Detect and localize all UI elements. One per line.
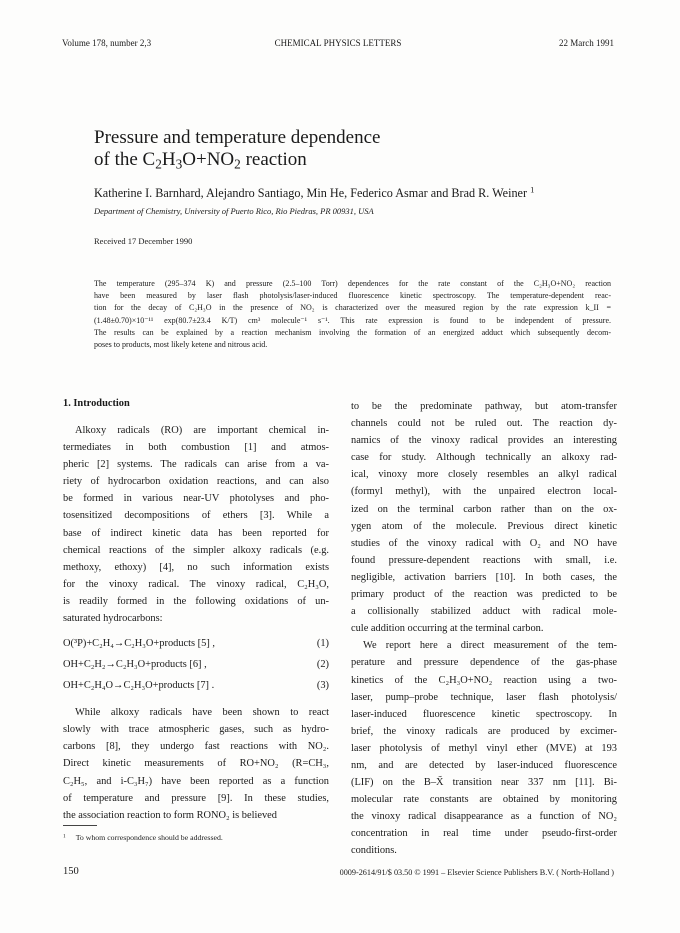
equation-number: (1) (316, 638, 329, 650)
body-line: Alkoxy radicals (RO) are important chemical in- (75, 425, 329, 436)
body-line: cule addition occurring at the terminal carbon. (351, 623, 544, 635)
volume-info: Volume 178, number 2,3 (62, 38, 152, 48)
body-line: kinetics of the C₂H₃O+NO₂ reaction using a two- (351, 674, 617, 686)
body-line: base of indirect kinetic data has been reported for (63, 527, 329, 539)
abstract-line: (1.48±0.70)×10⁻¹¹ exp(80.7±23.4 K/T) cm³ molecule⁻¹ s⁻¹. This rate expression is found to be independent of pressure. (94, 315, 611, 325)
body-line: riety of hydrocarbon oxidation reactions, and can also (63, 476, 329, 488)
equation-text: O(³P)+C₂H₄→C₂H₃O+products [5] , (63, 638, 215, 650)
body-line: carbons [8], they undergo fast reactions with NO₂. (63, 741, 329, 753)
abstract (94, 278, 611, 351)
body-line: ygen atom of the molecule. Previous direct kinetic (351, 520, 617, 532)
equation-number: (3) (316, 680, 329, 692)
running-header (62, 38, 614, 52)
abstract-line: The results can be explained by a reaction mechanism involving the formation of an energized adduct which subsequently decom- (94, 327, 611, 337)
body-line: concentration in real time under pseudo-first-order (351, 828, 617, 840)
equation-text: OH+C₂H₂→C₂H₃O+products [6] , (63, 659, 207, 671)
body-line: While alkoxy radicals have been shown to react (75, 707, 329, 719)
body-line: C₂H₅, and i-C₃H₇) have been reported as a function (63, 775, 329, 787)
abstract-line: poses to products, most likely ketene and nitrous acid. (94, 340, 268, 350)
body-line: nm, and are detected by laser-induced fluorescence (351, 759, 617, 771)
body-line: pheric [2] systems. The radicals can arise from a va- (63, 459, 329, 471)
body-line: brief, the vinoxy radicals are produced by excimer- (351, 725, 617, 737)
body-line: studies of the vinoxy radical with O₂ and NO have (351, 537, 617, 549)
abstract-line: tion for the decay of C₂H₃O in the presence of NO₂ is characterized over the measured region by the rate expression k_II = (94, 303, 611, 313)
affiliation: Department of Chemistry, University of Puerto Rico, Rio Piedras, PR 00931, USA (94, 206, 374, 216)
body-line: chemical reactions of the simpler alkoxy radicals (e.g. (63, 544, 329, 556)
body-line: laser-induced fluorescence kinetic spectroscopy. In (351, 708, 617, 720)
article-title (94, 127, 574, 171)
body-line: laser, pump–probe technique, laser flash photolysis/ (351, 691, 617, 703)
body-line: ized on the terminal carbon rather than on the ox- (351, 503, 617, 515)
body-line: primary product of the reaction was predicted to be (351, 589, 617, 601)
body-line: to be the predominate pathway, but atom-transfer (351, 401, 617, 412)
author-names: Katherine I. Barnhard, Alejandro Santiago, Min He, Federico Asmar and Brad R. Weiner (94, 186, 528, 200)
body-line: the association reaction to form RONO₂ is believed (63, 809, 277, 821)
equation-1 (63, 633, 329, 654)
body-line: of temperature and pressure [9]. In these studies, (63, 792, 329, 804)
equation-3 (63, 675, 329, 696)
body-line: conditions. (351, 845, 397, 857)
body-line: found pressure-dependent reactions with small, i.e. (351, 554, 617, 566)
author-list (94, 186, 654, 201)
equation-2 (63, 654, 329, 675)
body-line: a collisionally stabilized adduct with radical mole- (351, 606, 617, 618)
body-line: methoxy, ethoxy) [4], no such information exists (63, 561, 329, 573)
body-line: perature and pressure dependence of the gas-phase (351, 657, 617, 669)
footnote-mark: 1 (63, 833, 66, 840)
section-heading: 1. Introduction (63, 398, 130, 409)
abstract-line: The temperature (295–374 K) and pressure (2.5–100 Torr) dependences for the rate constant of the C₂H₃O+NO₂ reaction (94, 279, 611, 288)
body-line: channels could not be ruled out. The reaction dy- (351, 418, 617, 430)
abstract-line: have been measured by laser flash photolysis/laser-induced fluorescence kinetic spectroscopy. The temperature-dependent reac- (94, 291, 611, 301)
body-line: tosensitized decompositions of ethers [3]. While a (63, 510, 329, 522)
title-line-1: Pressure and temperature dependence (94, 127, 381, 148)
body-line: laser photolysis of methyl vinyl ether (MVE) at 193 (351, 742, 617, 754)
journal-name: CHEMICAL PHYSICS LETTERS (274, 38, 402, 48)
footnote (63, 833, 223, 842)
issue-date: 22 March 1991 (559, 38, 614, 48)
publisher-footer: 0009-2614/91/$ 03.50 © 1991 – Elsevier Science Publishers B.V. ( North-Holland ) (339, 868, 614, 877)
body-line: (formyl methyl), with the unpaired electron local- (351, 486, 617, 498)
footnote-text: To whom correspondence should be addressed. (75, 833, 223, 842)
body-line: saturated hydrocarbons: (63, 613, 163, 625)
body-line: Direct kinetic measurements of RO+NO₂ (R=CH₃, (63, 758, 329, 770)
body-line: the vinoxy radical disappearance as a function of NO₂ (351, 811, 617, 823)
body-line: termediates in both combustion [1] and atmos- (63, 442, 329, 454)
body-line: slowly with trace atmospheric gases, such as hydro- (63, 724, 329, 736)
body-line: negligible, activation barriers [10]. In both cases, the (351, 571, 617, 583)
author-footnote-mark: 1 (530, 184, 535, 195)
body-line: (LIF) on the B–X̃ transition near 337 nm [11]. Bi- (351, 777, 617, 789)
equation-number: (2) (316, 659, 329, 671)
body-line: be formed in various near-UV photolyses and pho- (63, 493, 329, 505)
body-line: molecular rate constants are obtained by monitoring (351, 794, 617, 806)
right-column (351, 398, 617, 860)
equation-text: OH+C₂H₄O→C₂H₃O+products [7] . (63, 680, 215, 692)
footnote-divider (63, 825, 97, 826)
body-line: for the vinoxy radical. The vinoxy radical, C₂H₃O, (63, 578, 329, 590)
body-line: is readily formed in the following oxidations of un- (63, 595, 329, 607)
title-line-2: of the $C_2H_3O+NO_2$ reaction (94, 149, 307, 172)
page-number: 150 (63, 866, 79, 877)
body-line: ical, vinoxy more closely resembles an alkyl radical (351, 469, 617, 481)
body-line: case for study. Although technically an alkoxy rad- (351, 452, 617, 464)
received-date: Received 17 December 1990 (94, 236, 193, 246)
body-line: namics of the vinoxy radical provides an interesting (351, 435, 617, 447)
left-column (63, 398, 329, 824)
body-line: We report here a direct measurement of the tem- (363, 640, 617, 652)
